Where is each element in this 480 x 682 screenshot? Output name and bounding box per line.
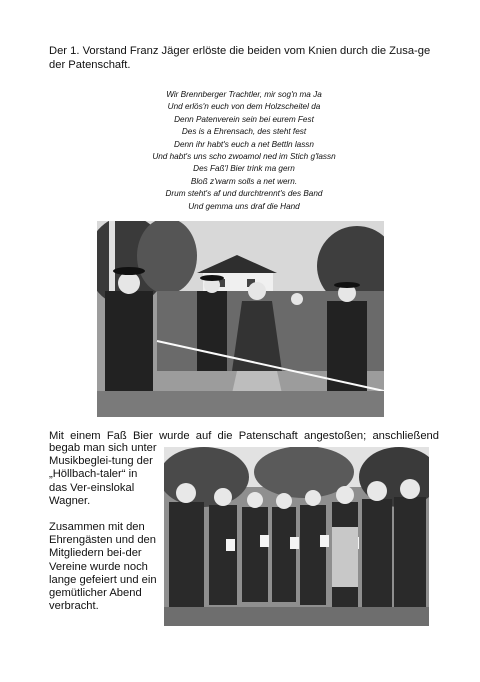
intro-paragraph: Der 1. Vorstand Franz Jäger erlöste die beiden vom Knien durch die Zusa-ge der Patenschaft. [49,45,431,71]
poem-line: Denn Patenverein sein bei eurem Fest [174,114,314,124]
poem-line: Des Faß'l Bier trink ma gern [193,164,295,174]
poem-line: Und erlös'n euch von dem Holzscheitel da [167,102,321,112]
caption-side-paragraph: begab man sich unter Musikbeglei-tung der „Höllbach-taler“ in das Ver-einslokal Wagner. [49,442,157,507]
poem-line: Und habt's uns scho zwoamol ned im Stich g'lassn [152,152,336,162]
poem-line: Des is a Ehrensach, des steht fest [181,127,307,137]
caption-side-paragraph: Zusammen mit den Ehrengästen und den Mitgliedern bei-der Vereine wurde noch lange gefeiert und ein gemütlicher Abend verbracht. [49,521,157,613]
poem-line: Und gemma uns draf die Hand [188,201,300,211]
poem-line: Bloß z'warm solls a net wern. [190,176,298,186]
poem-line: Wir Brennberger Trachtler, mir sog'n ma Ja [166,90,322,99]
poem-line: Denn ihr habt's euch a net Bettln lassn [174,139,314,149]
poem-line: Drum steht's af und durchtrennt's des Band [165,189,323,199]
caption-lead: Mit einem Faß Bier wurde auf die Patenschaft angestoßen; anschließend [49,430,439,442]
caption-side [49,442,157,613]
group-photo [164,447,429,626]
ceremony-photo [97,221,384,417]
poem [49,89,439,213]
